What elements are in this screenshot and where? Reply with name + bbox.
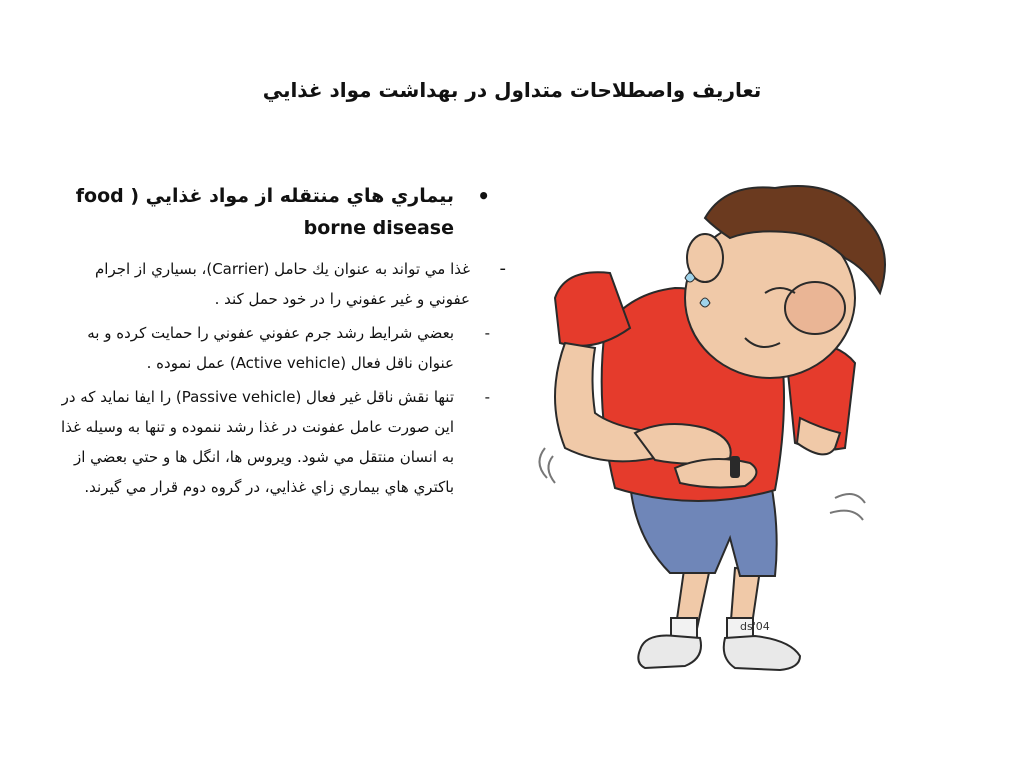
list-item — [60, 318, 500, 378]
item-text: بعضي شرايط رشد جرم عفوني عفوني را حمايت كرده و به عنوان ناقل فعال (Active vehicle) عمل نموده . — [87, 324, 454, 372]
dash-icon: - — [484, 324, 490, 342]
heading-text: بيماري هاي منتقله از مواد غذايي ( food borne disease — [75, 185, 454, 239]
item-text: تنها نقش ناقل غير فعال (Passive vehicle) را ايفا نمايد كه در اين صورت عامل عفونت در غذا رشد ننموده و تنها به وسيله غذا به انسان منتقل مي شود. ويروس ها، انگل ها و حتي بعضي از باكتري هاي بيماري زاي غذايي، در گروه دوم قرار مي گيرند. — [61, 388, 454, 496]
list-item — [60, 382, 500, 502]
dash-icon: - — [499, 258, 506, 279]
stomachache-illustration — [535, 178, 920, 688]
content-block — [60, 180, 506, 502]
artist-signature: ds'04 — [740, 620, 770, 633]
bullet-heading — [60, 180, 500, 244]
dash-icon: - — [484, 388, 490, 406]
bullet-icon: • — [477, 184, 490, 208]
item-text: غذا مي تواند به عنوان يك حامل (Carrier)، بسياري از اجرام عفوني و غير عفوني را در خود حمل كند . — [94, 260, 470, 308]
slide-title: تعاريف واصطلاحات متداول در بهداشت مواد غذايي — [262, 78, 762, 102]
list-item — [60, 254, 506, 314]
